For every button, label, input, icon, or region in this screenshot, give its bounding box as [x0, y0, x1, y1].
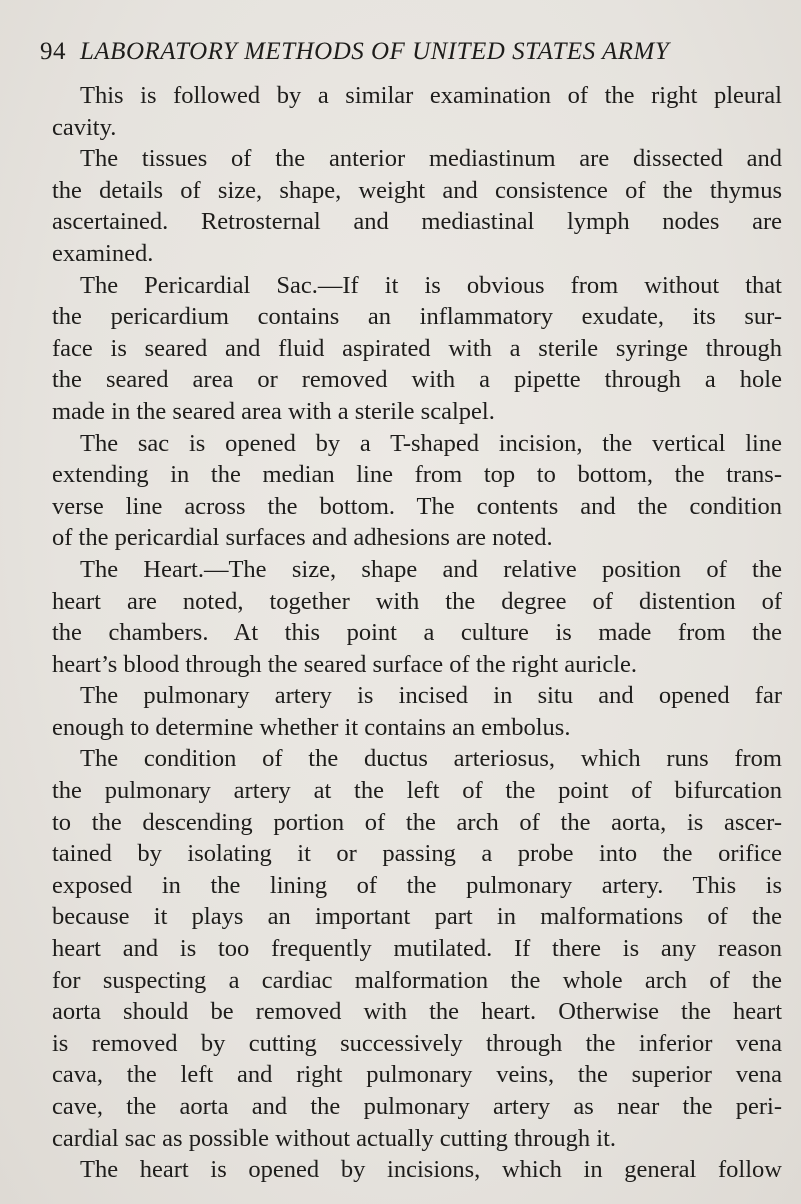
- text-line: tained by isolating it or passing a probe into the orifice: [52, 840, 782, 868]
- text-line: enough to determine whether it contains an embolus.: [52, 713, 571, 741]
- text-line: the details of size, shape, weight and consistence of the thymus: [52, 176, 782, 204]
- text-line: The tissues of the anterior mediastinum are dissected and: [80, 145, 782, 173]
- text-line: is removed by cutting successively through the inferior vena: [52, 1029, 782, 1057]
- text-line: aorta should be removed with the heart. Otherwise the heart: [52, 998, 782, 1026]
- text-line: ascertained. Retrosternal and mediastinal lymph nodes are: [52, 208, 782, 236]
- text-line: cavity.: [52, 113, 117, 141]
- text-line: heart’s blood through the seared surface of the right auricle.: [52, 650, 638, 678]
- text-line: the pericardium contains an inflammatory exudate, its sur-: [52, 303, 782, 331]
- text-line: face is seared and fluid aspirated with a sterile syringe through: [52, 334, 782, 362]
- text-line: The Pericardial Sac.—If it is obvious from without that: [80, 271, 782, 299]
- text-line: the pulmonary artery at the left of the point of bifurcation: [52, 777, 782, 805]
- text-line: to the descending portion of the arch of the aorta, is ascer-: [52, 808, 782, 836]
- text-line: heart are noted, together with the degree of distention of: [52, 587, 782, 615]
- text-line: The pulmonary artery is incised in situ and opened far: [80, 682, 782, 710]
- text-line: because it plays an important part in malformations of the: [52, 903, 782, 931]
- text-line: for suspecting a cardiac malformation the whole arch of the: [52, 966, 782, 994]
- text-line: of the pericardial surfaces and adhesions are noted.: [52, 524, 553, 552]
- text-line: examined.: [52, 239, 154, 267]
- text-line: heart and is too frequently mutilated. If there is any reason: [52, 935, 782, 963]
- text-line: The Heart.—The size, shape and relative position of the: [80, 555, 782, 583]
- running-title: LABORATORY METHODS OF UNITED STATES ARMY: [80, 38, 670, 65]
- text-line: made in the seared area with a sterile scalpel.: [52, 397, 495, 425]
- text-line: the seared area or removed with a pipette through a hole: [52, 366, 782, 394]
- page-number: 94: [40, 38, 66, 65]
- text-line: extending in the median line from top to bottom, the trans-: [52, 461, 782, 489]
- text-line: cardial sac as possible without actually cutting through it.: [52, 1124, 617, 1152]
- body-text: [52, 80, 782, 1186]
- text-line: The condition of the ductus arteriosus, which runs from: [80, 745, 782, 773]
- text-line: This is followed by a similar examination of the right pleural: [80, 82, 782, 109]
- text-line: the chambers. At this point a culture is made from the: [52, 619, 782, 647]
- text-line: cava, the left and right pulmonary veins, the superior vena: [52, 1061, 782, 1089]
- text-line: cave, the aorta and the pulmonary artery as near the peri-: [52, 1093, 782, 1120]
- text-line: The heart is opened by incisions, which in general follow: [80, 1156, 782, 1184]
- text-line: exposed in the lining of the pulmonary artery. This is: [52, 871, 782, 899]
- text-line: The sac is opened by a T-shaped incision, the vertical line: [80, 429, 782, 457]
- running-head: [40, 38, 780, 66]
- text-line: verse line across the bottom. The contents and the condition: [52, 492, 782, 520]
